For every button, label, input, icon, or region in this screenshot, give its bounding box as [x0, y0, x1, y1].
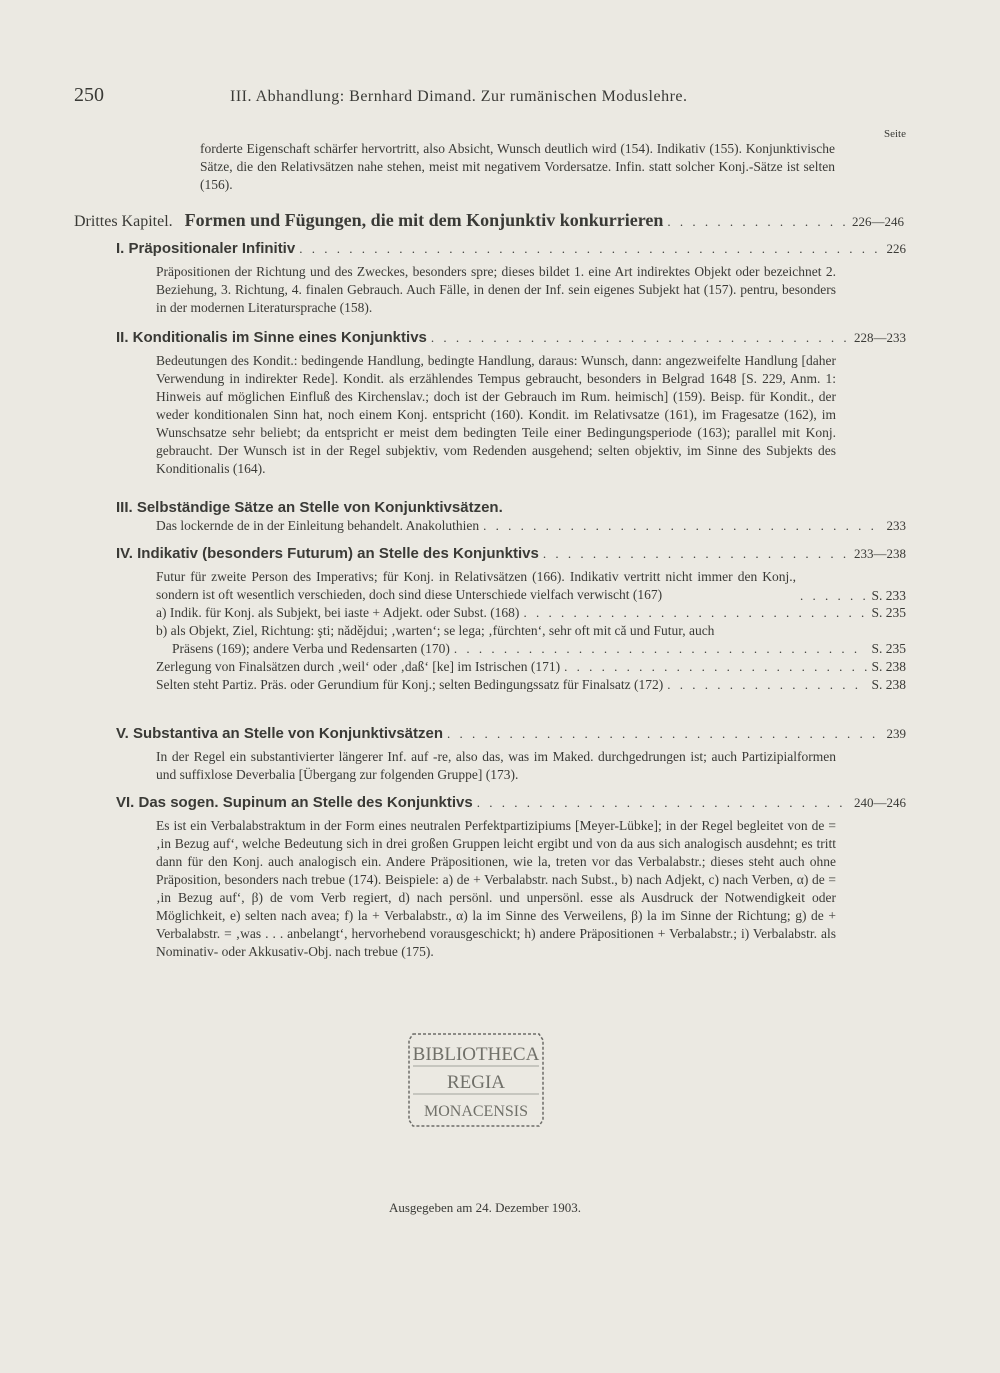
section-body: Es ist ein Verbalabstraktum in der Form eines neutralen Perfektpartizipiums [Meyer-Lübke]; in der Regel begleitet von de = ‚in Bezug auf‘, welche Bedeutung sich in drei großen Gruppen leicht ergibt und von da aus sich analogisch ausdehnt; es tritt dann für den Konj. auch analogisch ein. Andere Präpositionen, wie la, treten vor das Verbalabstr.; dieses steht auch ohne Präposition, besonders nach trebue (174). Beispiele: a) de + Verbalabstr. nach Subst., b) nach Adjekt, c) nach Verben, α) de = ‚in Bezug auf‘, β) de vom Verb regiert, d) nach persönl. und unpersönl. esse als Ausdruck der Notwendigkeit oder Möglichkeit, e) selten nach avea; f) la + Verbalabstr., α) la im Sinne des Verweilens, β) la im Sinne der Richtung; g) de + Verbalabstr. = ‚was . . . anbelangt‘, hervorhebend vorausgeschickt; h) andere Präpositionen + Verbalabstr.; i) Verbalabstr. als Nominativ- oder Akkusativ-Obj. nach trebue (175).	[156, 818, 836, 959]
running-title: III. Abhandlung: Bernhard Dimand. Zur rumänischen Moduslehre.	[230, 88, 688, 105]
stamp-line: MONACENSIS	[423, 1103, 529, 1120]
section-pages: 228—233	[854, 330, 906, 345]
entry-ref: S. 238	[871, 659, 906, 674]
entry-ref: S. 238	[871, 677, 906, 692]
section-ref: S. 233	[871, 588, 906, 603]
section-title: V. Substantiva an Stelle von Konjunktivsätzen	[116, 725, 444, 742]
dot-leader	[667, 214, 848, 230]
dot-leader	[447, 726, 882, 742]
entry-text: a) Indik. für Konj. als Subjekt, bei iaste + Adjekt. oder Subst. (168)	[156, 605, 520, 620]
dot-leader	[564, 658, 867, 676]
section-6	[116, 794, 906, 961]
section-title: I. Präpositionaler Infinitiv	[116, 240, 296, 257]
dot-leader	[483, 517, 882, 535]
section-continuation: Das lockernde de in der Einleitung behandelt. Anakoluthien	[156, 518, 480, 533]
dot-leader	[667, 676, 867, 694]
section-title: II. Konditionalis im Sinne eines Konjunktivs	[116, 329, 427, 346]
intro-paragraph: forderte Eigenschaft schärfer hervortritt, also Absicht, Wunsch deutlich wird (154). Indikativ (155). Konjunktivische Sätze, die den Relativsätzen nahe stehen, meist mit negativem Vordersatze. Infin. statt solcher Konj.-Sätze ist selten (156).	[200, 141, 835, 192]
dot-leader	[543, 546, 850, 562]
stamp-line: REGIA	[446, 1072, 506, 1093]
section-1	[116, 240, 906, 317]
section-body: Futur für zweite Person des Imperativs; für Konj. in Relativsätzen (166). Indikativ vertritt nicht immer den Konj., sondern ist oft wesentlich verschieden, doch sind diese Unterschiede vielfach verwischt (167)	[156, 569, 796, 602]
list-item	[172, 640, 906, 658]
dot-leader	[299, 241, 882, 257]
section-pages: 233—238	[854, 546, 906, 561]
section-body: In der Regel ein substantivierter längerer Inf. auf -re, also das, was im Maked. durchgedrungen ist; auch Partizipialformen und suffixlose Deverbalia [Übergang zur folgenden Gruppe] (173).	[156, 749, 836, 782]
section-pages: 226	[886, 241, 906, 256]
section-4	[116, 545, 906, 694]
list-item	[156, 622, 906, 640]
entry-text: b) als Objekt, Ziel, Richtung: şti; nădějdui; ‚warten‘; se lega; ‚fürchten‘, sehr oft mit că und Futur, auch	[156, 623, 715, 638]
section-title: III. Selbständige Sätze an Stelle von Konjunktivsätzen.	[116, 499, 503, 516]
section-pages: 240—246	[854, 795, 906, 810]
entry-text: Zerlegung von Finalsätzen durch ‚weil‘ oder ‚daß‘ [ke] im Istrischen (171)	[156, 659, 561, 674]
stamp-line: BIBLIOTHECA	[412, 1044, 540, 1065]
section-body: Präpositionen der Richtung und des Zweckes, besonders spre; dieses bildet 1. eine Art indirektes Objekt oder bezeichnet 2. Beziehung, 3. Richtung, 4. finalen Gebrauch. Auch Fälle, in denen der Inf. sein eigenes Subjekt hat (157). pentru, besonders in der modernen Literatursprache (158).	[156, 264, 836, 315]
list-item	[156, 676, 906, 694]
chapter-title: Formen und Fügungen, die mit dem Konjunktiv konkurrieren	[184, 210, 664, 230]
list-item	[156, 658, 906, 676]
library-stamp	[405, 1030, 547, 1130]
chapter-label: Drittes Kapitel.	[74, 213, 173, 230]
seite-label: Seite	[884, 128, 906, 140]
dot-leader	[523, 604, 867, 622]
section-2	[116, 329, 906, 478]
section-pages: 239	[886, 726, 906, 741]
dot-leader	[431, 330, 850, 346]
entry-ref: S. 235	[871, 605, 906, 620]
publication-date: Ausgegeben am 24. Dezember 1903.	[388, 1200, 582, 1215]
entry-text: Selten steht Partiz. Präs. oder Gerundium für Konj.; selten Bedingungssatz für Finalsatz (172)	[156, 677, 664, 692]
section-title: VI. Das sogen. Supinum an Stelle des Konjunktivs	[116, 794, 473, 811]
section-5	[116, 725, 906, 784]
dot-leader	[454, 640, 868, 658]
dot-leader	[477, 795, 850, 811]
section-3	[116, 499, 906, 535]
entry-text: Präsens (169); andere Verba und Redensarten (170)	[172, 641, 450, 656]
section-pages: 233	[886, 518, 906, 533]
chapter-heading	[74, 210, 904, 231]
section-body: Bedeutungen des Kondit.: bedingende Handlung, bedingte Handlung, daraus: Wunsch, dann: angezweifelte Handlung [daher Verwendung in indirekter Rede]. Kondit. als erzählendes Tempus gebraucht, besonders in Belgrad 1648 [S. 229, Anm. 1: Hinweis auf möglichen Einfluß des Kirchenslav.; doch ist der Gebrauch im Rum. heimisch] (159). Beisp. für Kondit., der weder konditionalen Sinn hat, noch einem Konj. entspricht (160). Kondit. im Relativsatze (161), im Fragesatze (162), im Wunschsatze sehr beliebt; da entspricht er meist dem bedingten Teile einer Bedingungsperiode (163); parallel mit Konj. gebraucht. Der Wunsch ist in der Regel subjektiv, vom Redenden ausgehend; selten objektiv, im Sinne des Subjekts des Konditionalis (164).	[156, 353, 836, 476]
list-item	[156, 604, 906, 622]
chapter-pages: 226—246	[852, 214, 904, 229]
dot-leader	[800, 588, 867, 604]
entry-ref: S. 235	[871, 641, 906, 656]
page-number: 250	[74, 84, 104, 106]
section-title: IV. Indikativ (besonders Futurum) an Stelle des Konjunktivs	[116, 545, 539, 562]
